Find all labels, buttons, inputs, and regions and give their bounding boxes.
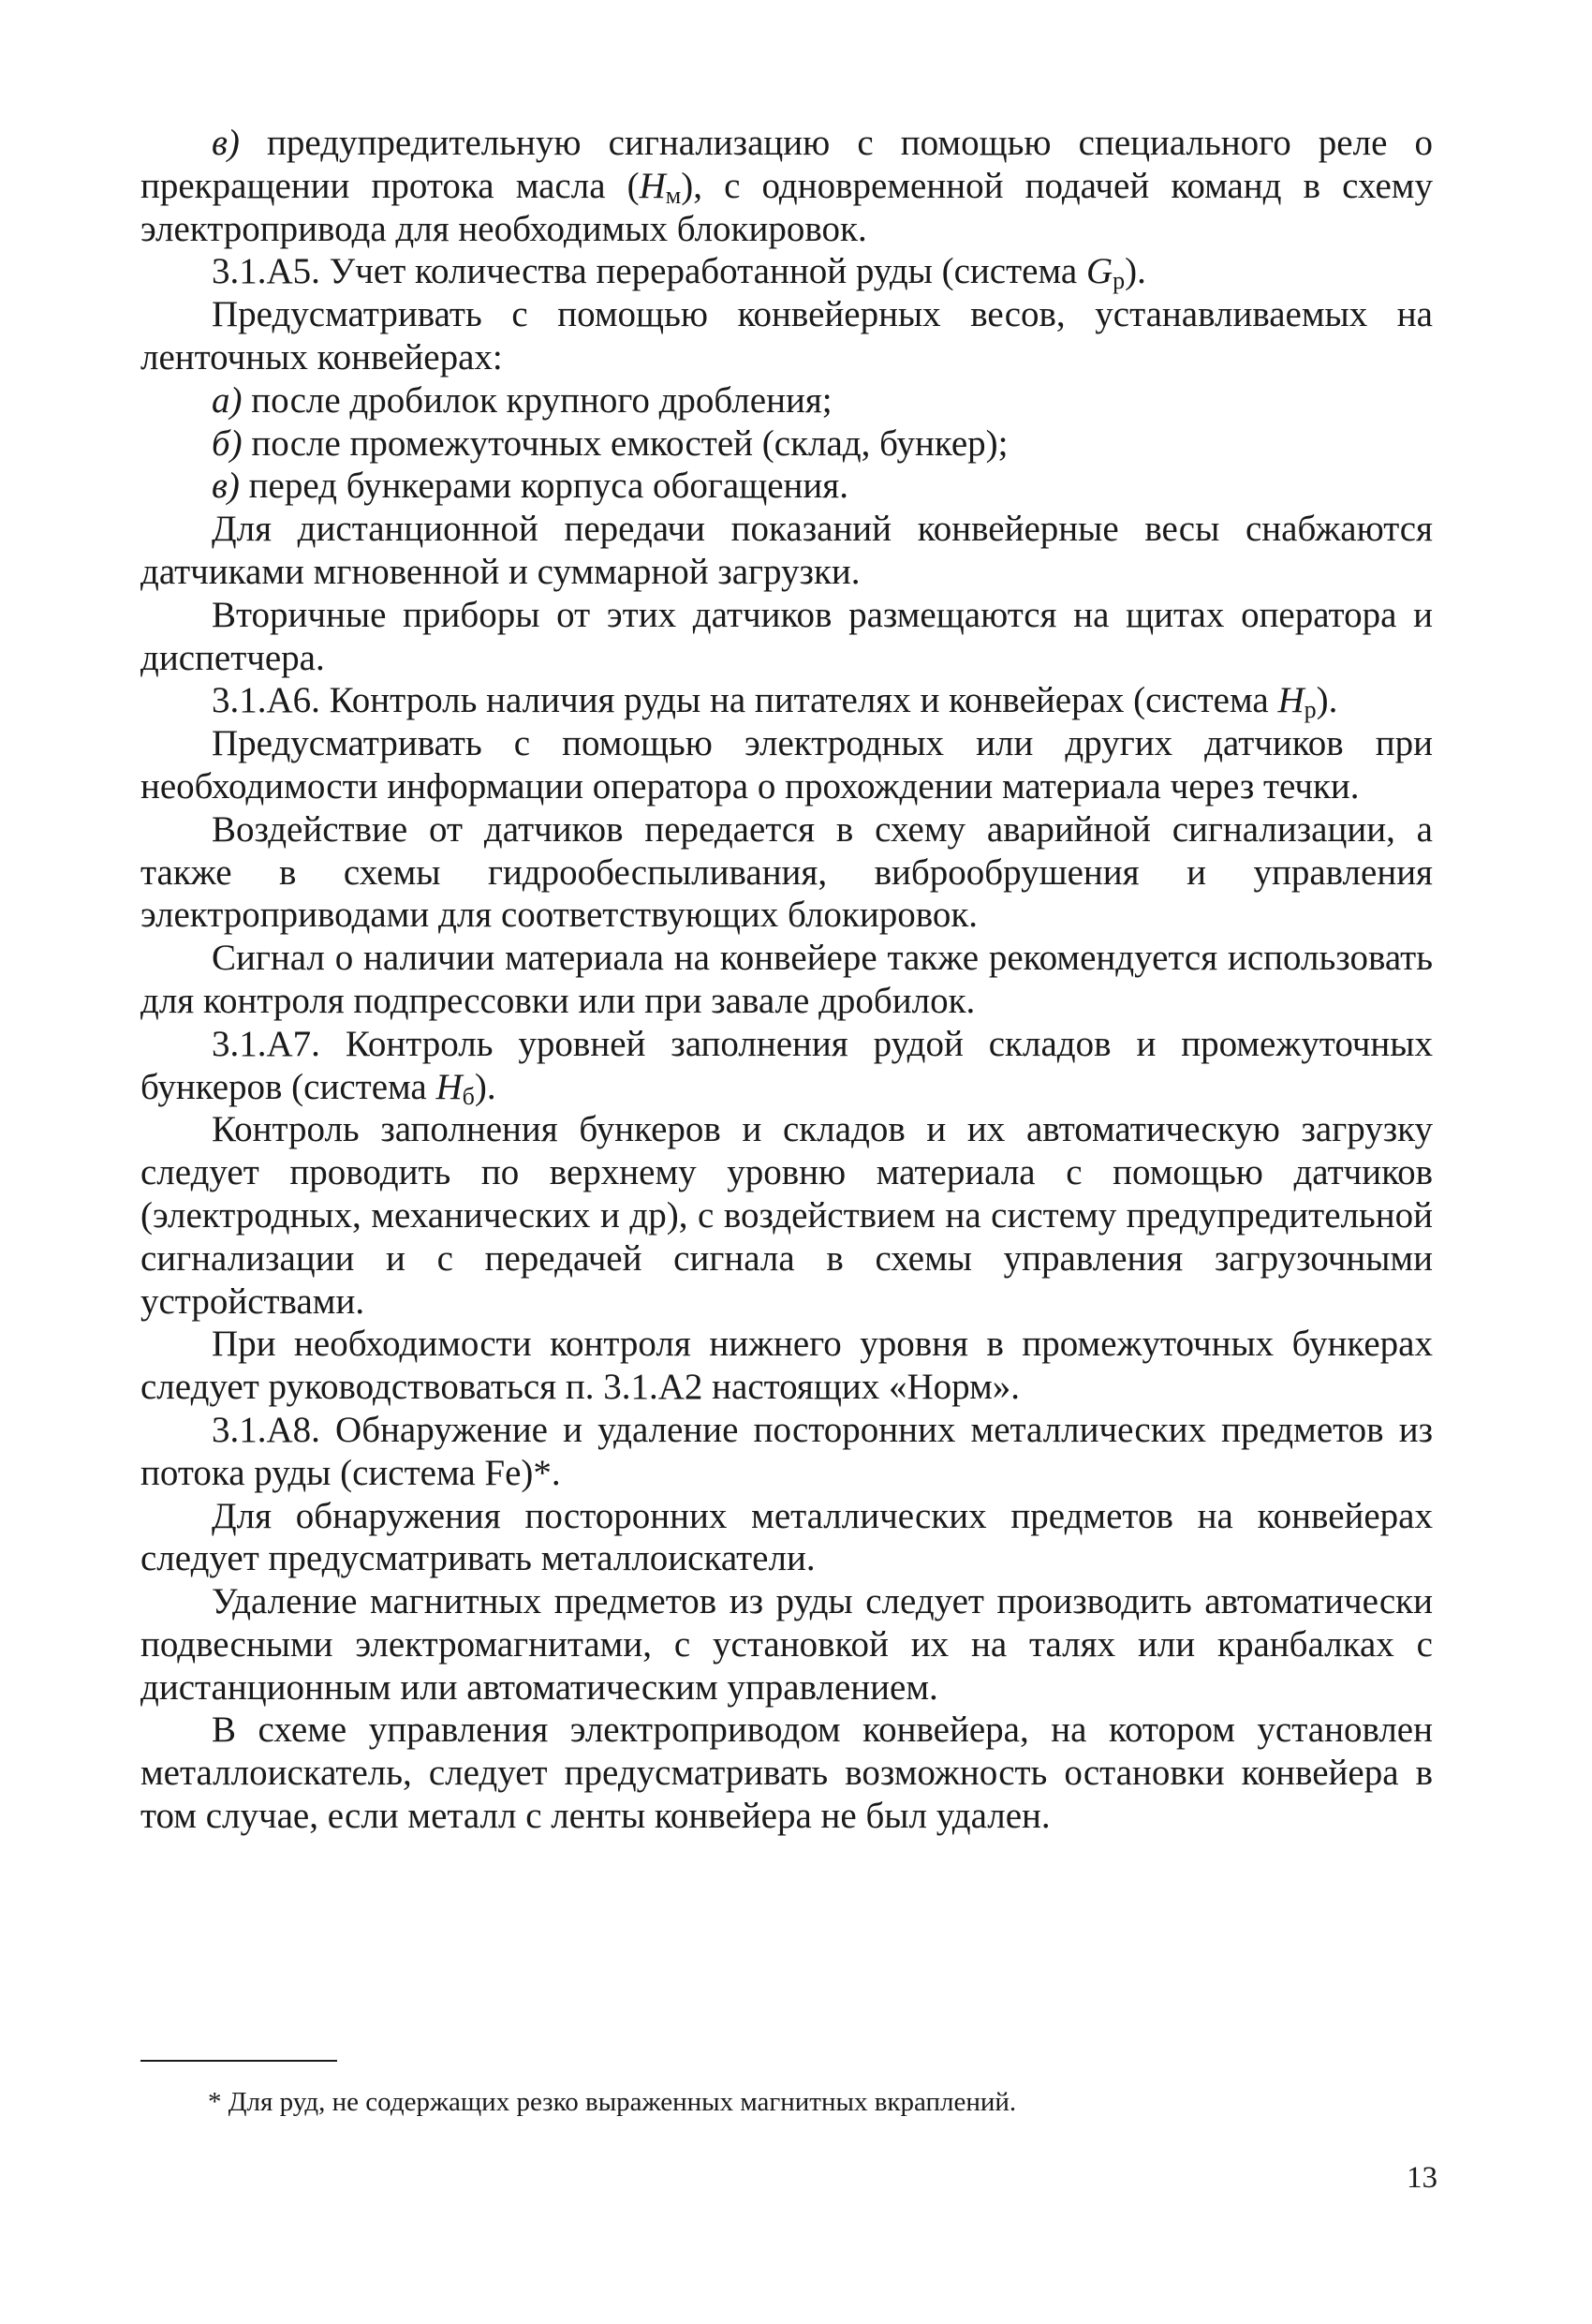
section-heading-a6: 3.1.А6. Контроль наличия руды на питателях и конвейерах (система $Н_р$). bbox=[212, 680, 1338, 724]
paragraph-remote-transmission: Для дистанционной передачи показаний конвейерные весы снабжаются датчиками мгновенной и суммарной загрузки. bbox=[140, 509, 1433, 592]
list-marker: а) bbox=[212, 379, 243, 421]
list-item-v: в) перед бункерами корпуса обогащения. bbox=[212, 466, 848, 507]
paragraph-material-signal: Сигнал о наличии материала на конвейере также рекомендуется использовать для контроля подпрессовки или при завале дробилок. bbox=[140, 938, 1433, 1021]
footnote-divider bbox=[140, 2060, 337, 2062]
paragraph-secondary-devices: Вторичные приборы от этих датчиков размещаются на щитах оператора и диспетчера. bbox=[140, 594, 1433, 678]
list-item-b: б) после промежуточных емкостей (склад, бункер); bbox=[212, 422, 1009, 464]
section-heading-a5: 3.1.А5. Учет количества переработанной руды (система $G_р$). bbox=[212, 251, 1146, 295]
paragraph-metal-detectors: Для обнаружения посторонних металлических предметов на конвейерах следует предусматривать металлоискатели. bbox=[140, 1495, 1433, 1579]
section-heading-a8: 3.1.А8. Обнаружение и удаление посторонних металлических предметов из потока руды (система Fe)*. bbox=[140, 1409, 1433, 1493]
page-number: 13 bbox=[1407, 2161, 1437, 2195]
list-marker: в) bbox=[212, 466, 240, 507]
footnote: * Для руд, не содержащих резко выраженных магнитных вкраплений. bbox=[208, 2087, 1017, 2117]
section-heading-a7: 3.1.А7. Контроль уровней заполнения рудой складов и промежуточных бункеров (система $Н_б$). bbox=[140, 1023, 1433, 1110]
paragraph-bunker-filling: Контроль заполнения бункеров и складов и их автоматическую загрузку следует проводить по верхнему уровню материала с помощью датчиков (электродных, механических и др), с воздействием на систему предупредительной сигнализации и с передачей сигнала в схемы управления загрузочными устройствами. bbox=[140, 1109, 1433, 1322]
page-body bbox=[140, 122, 1433, 1838]
paragraph-electrode-sensors: Предусматривать с помощью электродных или других датчиков при необходимости информации оператора о прохождении материала через течки. bbox=[140, 723, 1433, 807]
list-marker: б) bbox=[212, 422, 243, 464]
list-marker: в) bbox=[212, 123, 240, 163]
paragraph-conveyor-scales: Предусматривать с помощью конвейерных весов, устанавливаемых на ленточных конвейерах: bbox=[140, 294, 1433, 377]
paragraph-conveyor-stop: В схеме управления электроприводом конвейера, на котором установлен металлоискатель, следует предусматривать возможность остановки конвейера в том случае, если металл с ленты конвейера не был удален. bbox=[140, 1710, 1433, 1837]
list-item-a: а) после дробилок крупного дробления; bbox=[212, 379, 833, 421]
paragraph-magnet-removal: Удаление магнитных предметов из руды следует производить автоматически подвесными электромагнитами, с установкой их на талях или кранбалках с дистанционным или автоматическим управлением. bbox=[140, 1581, 1433, 1708]
paragraph-sensor-action: Воздействие от датчиков передается в схему аварийной сигнализации, а также в схемы гидрообеспыливания, виброобрушения и управления электроприводами для соответствующих блокировок. bbox=[140, 808, 1433, 936]
paragraph-lower-level: При необходимости контроля нижнего уровня в промежуточных бункерах следует руководствоваться п. 3.1.А2 настоящих «Норм». bbox=[140, 1324, 1433, 1408]
paragraph-signal-relay: в) предупредительную сигнализацию с помощью специального реле о прекращении протока масла $(Н_м)$, с одновременной подачей команд в схему электропривода для необходимых блокировок. bbox=[140, 123, 1433, 249]
